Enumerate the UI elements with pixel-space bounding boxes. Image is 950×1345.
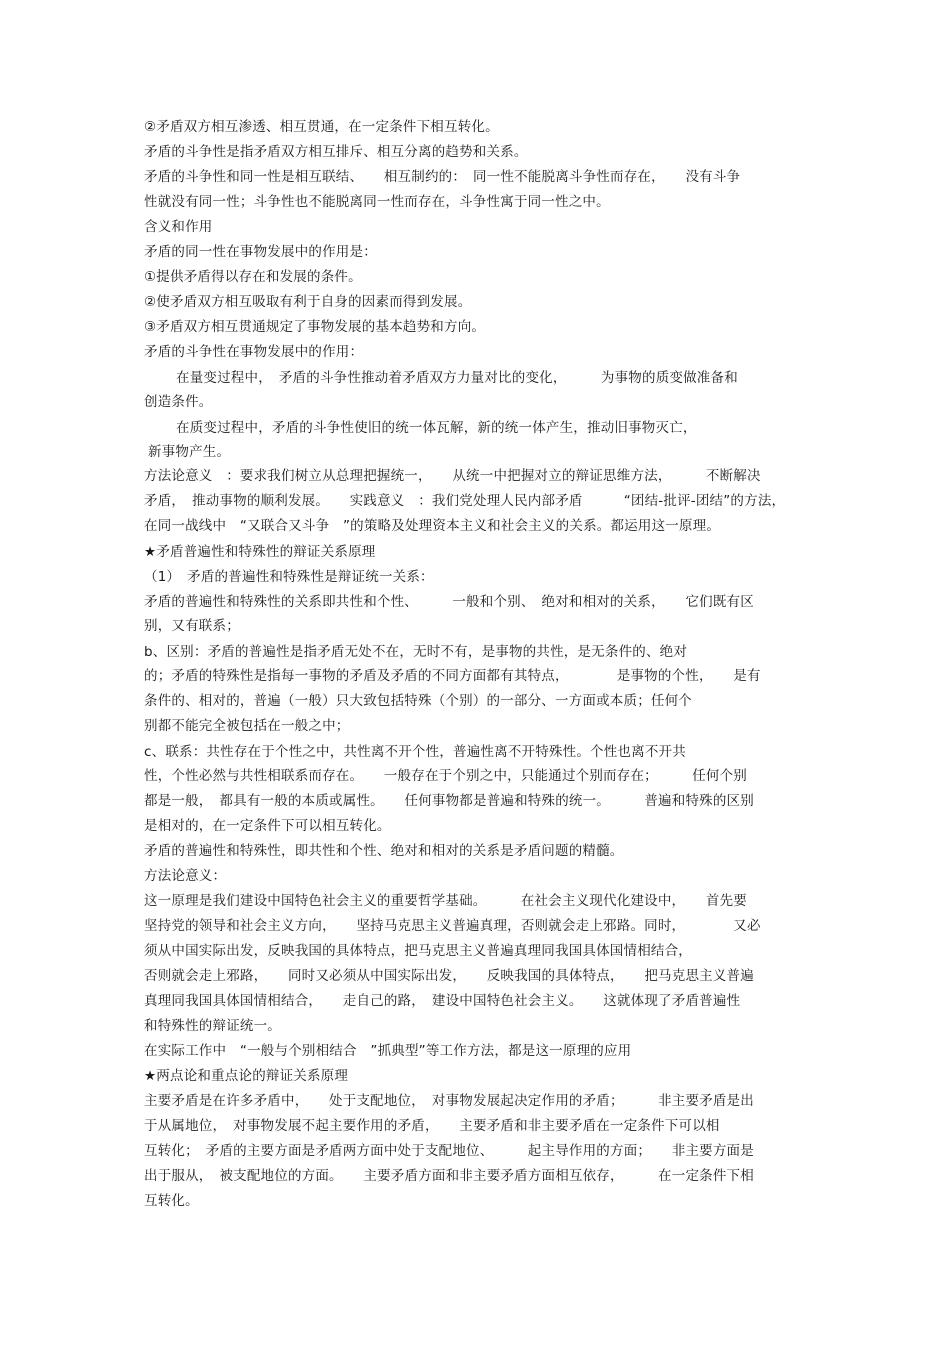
text-line: 和特殊性的辩证统一。 — [144, 1018, 281, 1034]
text-line: 出于服从， 被支配地位的方面。 主要矛盾方面和非主要矛盾方面相互依存， 在一定条件下相 — [144, 1168, 754, 1184]
text-line: 坚持党的领导和社会主义方向， 坚持马克思主义普遍真理，否则就会走上邪路。同时， 又必 — [144, 918, 761, 934]
text-line: （1） 矛盾的普遍性和特殊性是辩证统一关系： — [144, 569, 434, 585]
text-line: 这一原理是我们建设中国特色社会主义的重要哲学基础。 在社会主义现代化建设中， 首先要 — [144, 893, 747, 909]
section-heading: 含义和作用 — [144, 219, 213, 235]
text-line: b、区别：矛盾的普遍性是指矛盾无处不在，无时不有，是事物的共性，是无条件的、绝对 — [144, 644, 688, 660]
list-item: ①提供矛盾得以存在和发展的条件。 — [144, 269, 362, 285]
text-line: 真理同我国具体国情相结合， 走自己的路， 建设中国特色社会主义。 这就体现了矛盾普遍性 — [144, 993, 741, 1009]
text-line: 创造条件。 — [144, 394, 213, 410]
text-line: 方法论意义 ：要求我们树立从总理把握统一， 从统一中把握对立的辩证思维方法， 不断解决 — [144, 468, 761, 484]
text-line: 矛盾， 推动事物的顺利发展。 实践意义 ：我们党处理人民内部矛盾 “团结-批评-团结”的方法， — [144, 493, 786, 509]
text-line: 条件的、相对的，普遍（一般）只大致包括特殊（个别）的一部分、一方面或本质；任何个 — [144, 693, 692, 709]
text-line: 须从中国实际出发，反映我国的具体特点，把马克思主义普遍真理同我国具体国情相结合， — [144, 943, 692, 959]
section-heading: ★两点论和重点论的辩证关系原理 — [144, 1068, 349, 1084]
text-line: 在质变过程中，矛盾的斗争性使旧的统一体瓦解，新的统一体产生，推动旧事物灭亡， — [176, 420, 697, 436]
list-item: ②使矛盾双方相互吸取有利于自身的因素而得到发展。 — [144, 294, 472, 310]
text-line: 的；矛盾的特殊性是指每一事物的矛盾及矛盾的不同方面都有其特点， 是事物的个性， 是有 — [144, 668, 761, 684]
text-line: 性，个性必然与共性相联系而存在。 一般存在于个别之中，只能通过个别而存在； 任何个别 — [144, 768, 747, 784]
text-line: 在量变过程中， 矛盾的斗争性推动着矛盾双方力量对比的变化， 为事物的质变做准备和 — [176, 370, 738, 386]
text-line: 主要矛盾是在许多矛盾中， 处于支配地位， 对事物发展起决定作用的矛盾； 非主要矛盾是出 — [144, 1093, 754, 1109]
text-line: 矛盾的斗争性和同一性是相互联结、 相互制约的： 同一性不能脱离斗争性而存在， 没有斗争 — [144, 169, 741, 185]
text-line: 在同一战线中 “又联合又斗争 ”的策略及处理资本主义和社会主义的关系。都运用这一原理。 — [144, 518, 721, 534]
text-line: 矛盾的斗争性是指矛盾双方相互排斥、相互分离的趋势和关系。 — [144, 144, 528, 160]
text-line: 别都不能完全被包括在一般之中； — [144, 718, 350, 734]
text-line: 都是一般， 都具有一般的本质或属性。 任何事物都是普遍和特殊的统一。 普遍和特殊的区别 — [144, 793, 754, 809]
text-line: 性就没有同一性；斗争性也不能脱离同一性而存在，斗争性寓于同一性之中。 — [144, 194, 610, 210]
text-line: 矛盾的同一性在事物发展中的作用是： — [144, 244, 377, 260]
text-line: 在实际工作中 “一般与个别相结合 ”抓典型”等工作方法，都是这一原理的应用 — [144, 1043, 632, 1059]
text-line: 互转化。 — [144, 1193, 199, 1209]
text-line: c、联系：共性存在于个性之中，共性离不开个性，普遍性离不开特殊性。个性也离不开共 — [144, 744, 686, 760]
list-item: ③矛盾双方相互贯通规定了事物发展的基本趋势和方向。 — [144, 319, 486, 335]
text-line: 矛盾的斗争性在事物发展中的作用： — [144, 344, 364, 360]
text-line: 矛盾的普遍性和特殊性的关系即共性和个性、 一般和个别、 绝对和相对的关系， 它们既有区 — [144, 594, 754, 610]
text-line: 于从属地位， 对事物发展不起主要作用的矛盾， 主要矛盾和非主要矛盾在一定条件下可以相 — [144, 1118, 720, 1134]
text-line: 新事物产生。 — [148, 444, 231, 460]
text-line: 否则就会走上邪路， 同时又必须从中国实际出发， 反映我国的具体特点， 把马克思主义普遍 — [144, 968, 754, 984]
text-line: 方法论意义： — [144, 868, 227, 884]
text-line: 互转化； 矛盾的主要方面是矛盾两方面中处于支配地位、 起主导作用的方面； 非主要方面是 — [144, 1143, 754, 1159]
text-line: ②矛盾双方相互渗透、相互贯通，在一定条件下相互转化。 — [144, 119, 499, 135]
section-heading: ★矛盾普遍性和特殊性的辩证关系原理 — [144, 544, 376, 560]
text-line: 矛盾的普遍性和特殊性，即共性和个性、绝对和相对的关系是矛盾问题的精髓。 — [144, 843, 624, 859]
text-line: 别，又有联系； — [144, 618, 240, 634]
text-line: 是相对的，在一定条件下可以相互转化。 — [144, 818, 391, 834]
